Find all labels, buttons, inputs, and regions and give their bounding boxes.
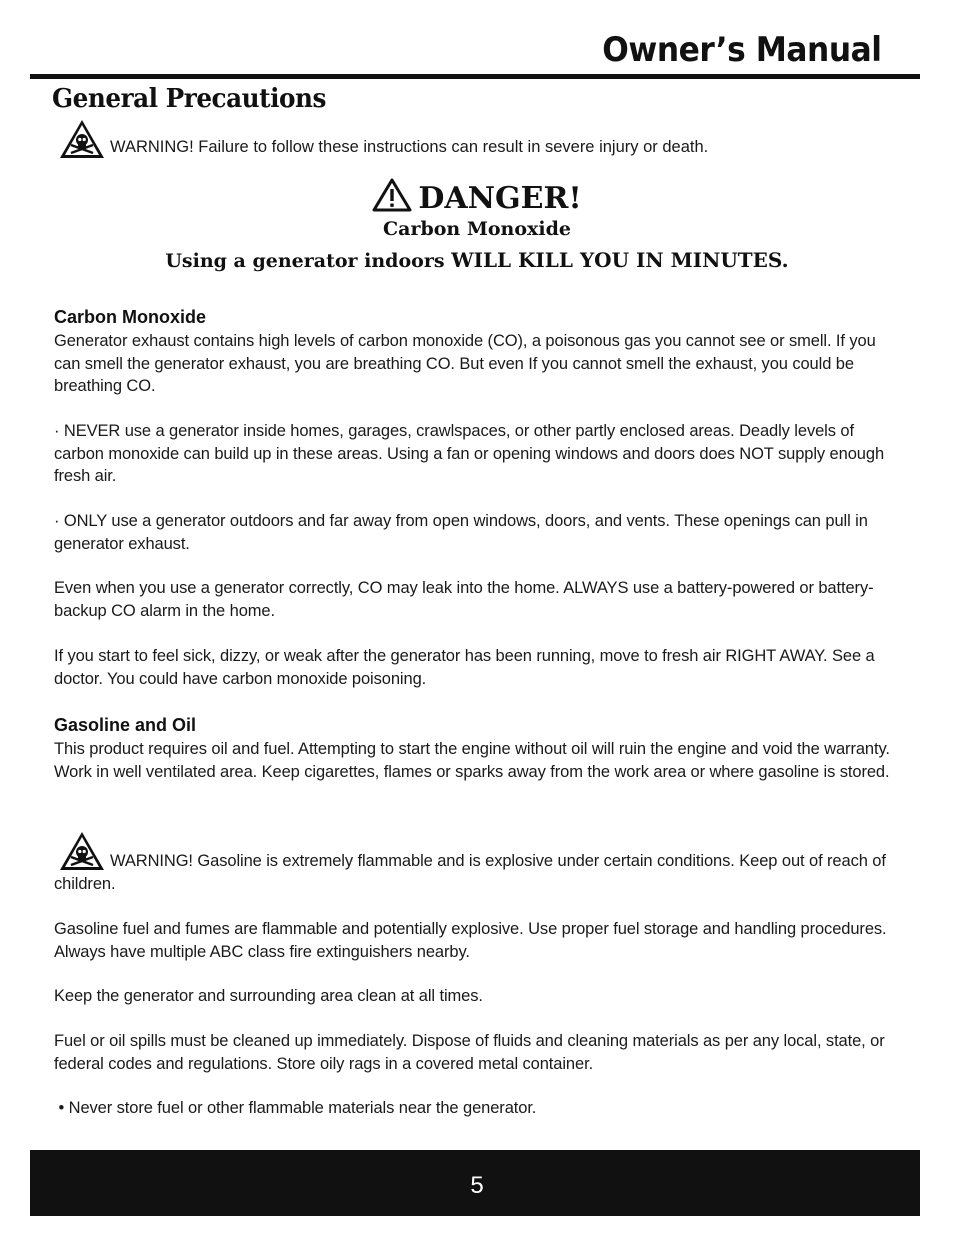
gas-paragraph-3: Fuel or oil spills must be cleaned up immediately. Dispose of fluids and cleaning materials as per any local, state, or federal codes and regulations. Store oily rags in a covered metal container. <box>54 1032 885 1073</box>
co-paragraph-2: · NEVER use a generator inside homes, garages, crawlspaces, or other partly enclosed areas. Deadly levels of carbon monoxide can build up in these areas. Using a fan or opening windows and doors does NOT supply enough fresh air. <box>54 422 885 486</box>
gasoline-oil-heading: Gasoline and Oil <box>54 715 197 735</box>
skull-warning-icon <box>58 118 106 160</box>
gas-paragraph-1: Gasoline fuel and fumes are flammable and potentially explosive. Use proper fuel storage and handling procedures. Always have multiple ABC class fire extinguishers nearby. <box>54 920 887 961</box>
co-paragraph-3: · ONLY use a generator outdoors and far away from open windows, doors, and vents. These openings can pull in generator exhaust. <box>54 512 868 553</box>
carbon-monoxide-heading: Carbon Monoxide <box>54 307 206 327</box>
danger-statement-part1: Using a generator indoors <box>165 250 452 272</box>
header-divider <box>30 74 920 79</box>
danger-label: DANGER! <box>418 181 582 216</box>
danger-subtitle: Carbon Monoxide <box>383 218 571 240</box>
gas-paragraph-2: Keep the generator and surrounding area clean at all times. <box>54 987 483 1005</box>
co-paragraph-4: Even when you use a generator correctly, CO may leak into the home. ALWAYS use a battery-powered or battery-backup CO alarm in the home. <box>54 579 874 620</box>
co-paragraph-1: Generator exhaust contains high levels of carbon monoxide (CO), a poisonous gas you cannot see or smell. If you can smell the generator exhaust, you are breathing CO. But even If you cannot smell the exhaust, you could be breathing CO. <box>54 332 876 396</box>
danger-statement-part2: WILL KILL YOU IN MINUTES. <box>451 248 789 272</box>
danger-heading <box>0 178 954 218</box>
gas-bullet: • Never store fuel or other flammable materials near the generator. <box>54 1099 537 1117</box>
warning-text: WARNING! Failure to follow these instructions can result in severe injury or death. <box>110 138 709 156</box>
gas-warning-text: WARNING! Gasoline is extremely flammable and is explosive under certain conditions. Keep out of reach of children. <box>54 852 886 893</box>
page-number: 5 <box>470 1172 484 1199</box>
gas-intro-paragraph: This product requires oil and fuel. Attempting to start the engine without oil will ruin the engine and void the warranty. Work in well ventilated area. Keep cigarettes, flames or sparks away from the work area or where gasoline is stored. <box>54 740 890 781</box>
section-title: General Precautions <box>52 84 326 114</box>
exclamation-triangle-icon <box>372 178 412 212</box>
manual-title: Owner’s Manual <box>602 30 882 70</box>
danger-statement <box>0 248 954 272</box>
co-paragraph-5: If you start to feel sick, dizzy, or weak after the generator has been running, move to fresh air RIGHT AWAY. See a doctor. You could have carbon monoxide poisoning. <box>54 647 875 688</box>
